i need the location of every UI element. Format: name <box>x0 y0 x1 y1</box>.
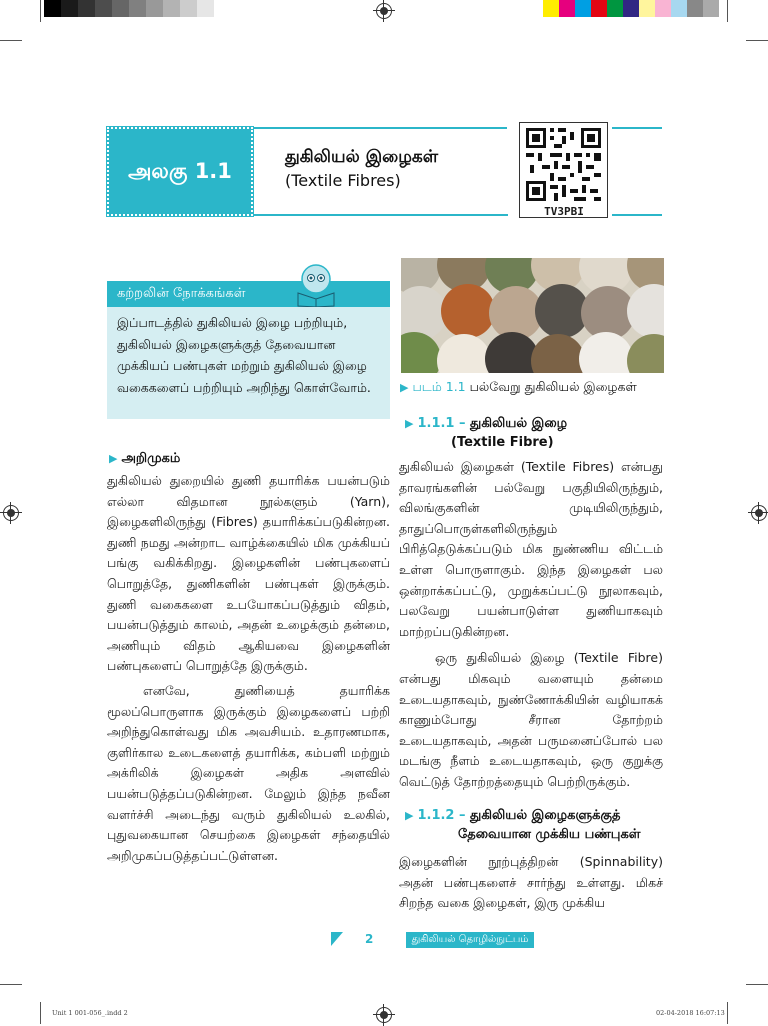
section-1-1-1-subtitle: (Textile Fibre) <box>451 435 554 450</box>
section-1-1-2-heading-line2: தேவையான முக்கிய பண்புகள் <box>458 827 641 842</box>
section-paragraph: துகிலியல் இழைகள் (Textile Fibres) என்பது தாவரங்களின் பல்வேறு பகுதியிலிருந்தும், விலங்குகளின் முடியிலிருந்தும், தாதுப்பொருள்களிலிருந்தும் பிரித்தெடுக்கப்படும் மிக நுண்ணிய விட்டம் உள்ள பொருளாகும். இந்த இழைகள் பல ஒன்றாக்கப்பட்டு, முறுக்கப்பட்டு நூலாகவும், பலவேறு பயன்பாடுள்ள துணியாகவும் மாற்றப்படுகின்றன. <box>399 459 663 639</box>
triangle-bullet-icon: ▶ <box>109 452 118 465</box>
triangle-bullet-icon: ▶ <box>400 381 409 394</box>
crop-mark <box>0 40 22 41</box>
section-1-1-2-column <box>399 852 663 914</box>
unit-badge <box>107 127 253 216</box>
qr-code-label: TV3PBI <box>544 205 584 218</box>
crop-mark <box>0 984 22 985</box>
section-1-1-2-heading: ▶ 1.1.2 – துகிலியல் இழைகளுக்குத் <box>405 808 621 823</box>
objectives-heading: கற்றலின் நோக்கங்கள் <box>107 281 390 307</box>
subject-tag: துகிலியல் தொழில்நுட்பம் <box>406 932 534 948</box>
date-slug: 02-04-2018 16:07:13 <box>656 1009 725 1017</box>
grayscale-calibration-bar <box>44 0 214 17</box>
header-rule-right-top <box>612 127 662 129</box>
section-1-1-1-column <box>399 457 663 793</box>
chapter-title: துகிலியல் இழைகள் <box>285 147 439 167</box>
crop-mark <box>746 40 768 41</box>
header-rule-bottom <box>253 214 508 216</box>
section-paragraph: ஒரு துகிலியல் இழை (Textile Fibre) என்பது மிகவும் வளையும் தன்மை உடையதாகவும், நுண்ணோக்கியின் வழியாகக் காணும்போது சீரான தோற்றம் உடையதாகவும், அதன் பருமனைப்போல் பல மடங்கு நீளம் உடையதாகவும், ஒரு குறுக்கு வெட்டுத் தோற்றத்தையும் பெற்றிருக்கும். <box>399 650 663 789</box>
registration-mark-right <box>751 505 767 521</box>
reading-mascot-icon <box>293 263 339 307</box>
crop-mark <box>746 984 768 985</box>
page-marker-icon <box>331 932 343 946</box>
crop-mark <box>727 1002 728 1024</box>
crop-mark <box>727 0 728 22</box>
registration-mark-left <box>3 505 19 521</box>
figure-caption <box>400 379 637 396</box>
figure-caption-text: பல்வேறு துகிலியல் இழைகள் <box>469 379 637 394</box>
triangle-bullet-icon: ▶ <box>405 417 414 430</box>
section-1-1-1-heading: ▶ 1.1.1 – துகிலியல் இழை <box>405 416 568 431</box>
intro-column <box>107 471 390 866</box>
intro-heading: ▶ அறிமுகம் <box>109 451 181 466</box>
page-number: 2 <box>365 932 374 946</box>
textile-fibres-photo <box>401 258 664 373</box>
unit-label: அலகு 1.1 <box>128 159 232 183</box>
intro-paragraph: எனவே, துணியைத் தயாரிக்க மூலப்பொருளாக இருக்கும் இழைகளைப் பற்றி அறிந்துகொள்வது மிக அவசியம். உதாரணமாக, குளிர்கால உடைகளைத் தயாரிக்க, கம்பளி மற்றும் அக்ரிலிக் இழைகள் அதிக அளவில் பயன்படுத்தப்படுகின்றன. மேலும் இந்த நவீன வளர்ச்சி அடைந்து வரும் துகிலியல் உலகில், புதுவகையான செயற்கை இழைகள் சந்தையில் அறிமுகப்படுத்தப்பட்டுள்ளன. <box>107 682 390 863</box>
registration-mark-top <box>376 3 392 19</box>
intro-paragraph: துகிலியல் துறையில் துணி தயாரிக்க பயன்படும் எல்லா விதமான நூல்களும் (Yarn), இழைகளிலிருந்து (Fibres) தயாரிக்கப்படுகின்றன. துணி நமது அன்றாட வாழ்க்கையில் மிக முக்கியப் பங்கு வகிக்கிறது. இழைகளின் பண்புகளைப் பொறுத்தே, துணிகளின் பண்புகள் இருக்கும். துணி வகைகளை உபயோகப்படுத்தும் விதம், பயன்படுத்தும் காலம், அதன் உழைக்கும் தன்மை, அணியும் விதம் ஆகியவை இழைகளின் பண்புகளைப் பொறுத்தே இருக்கும். <box>107 473 390 674</box>
objectives-body: இப்பாடத்தில் துகிலியல் இழை பற்றியும், துகிலியல் இழைகளுக்குத் தேவையான முக்கியப் பண்புகள் மற்றும் துகிலியல் இழை வகைகளைப் பற்றியும் அறிந்து கொள்வோம். <box>107 307 390 419</box>
color-calibration-bar <box>543 0 719 17</box>
qr-code-icon[interactable] <box>519 122 608 218</box>
figure-label: படம் 1.1 <box>412 379 466 394</box>
crop-mark <box>40 0 41 22</box>
crop-mark <box>40 1002 41 1024</box>
file-slug: Unit 1 001-056_.indd 2 <box>52 1009 128 1017</box>
section-paragraph: இழைகளின் நூற்புத்திறன் (Spinnability) அதன் பண்புகளைச் சார்ந்து உள்ளது. மிகச் சிறந்த வகை இழைகள், இரு முக்கிய <box>399 854 663 911</box>
header-rule-right-bottom <box>612 214 662 216</box>
chapter-subtitle: (Textile Fibres) <box>285 171 401 190</box>
triangle-bullet-icon: ▶ <box>405 809 414 822</box>
registration-mark-bottom <box>376 1007 392 1023</box>
